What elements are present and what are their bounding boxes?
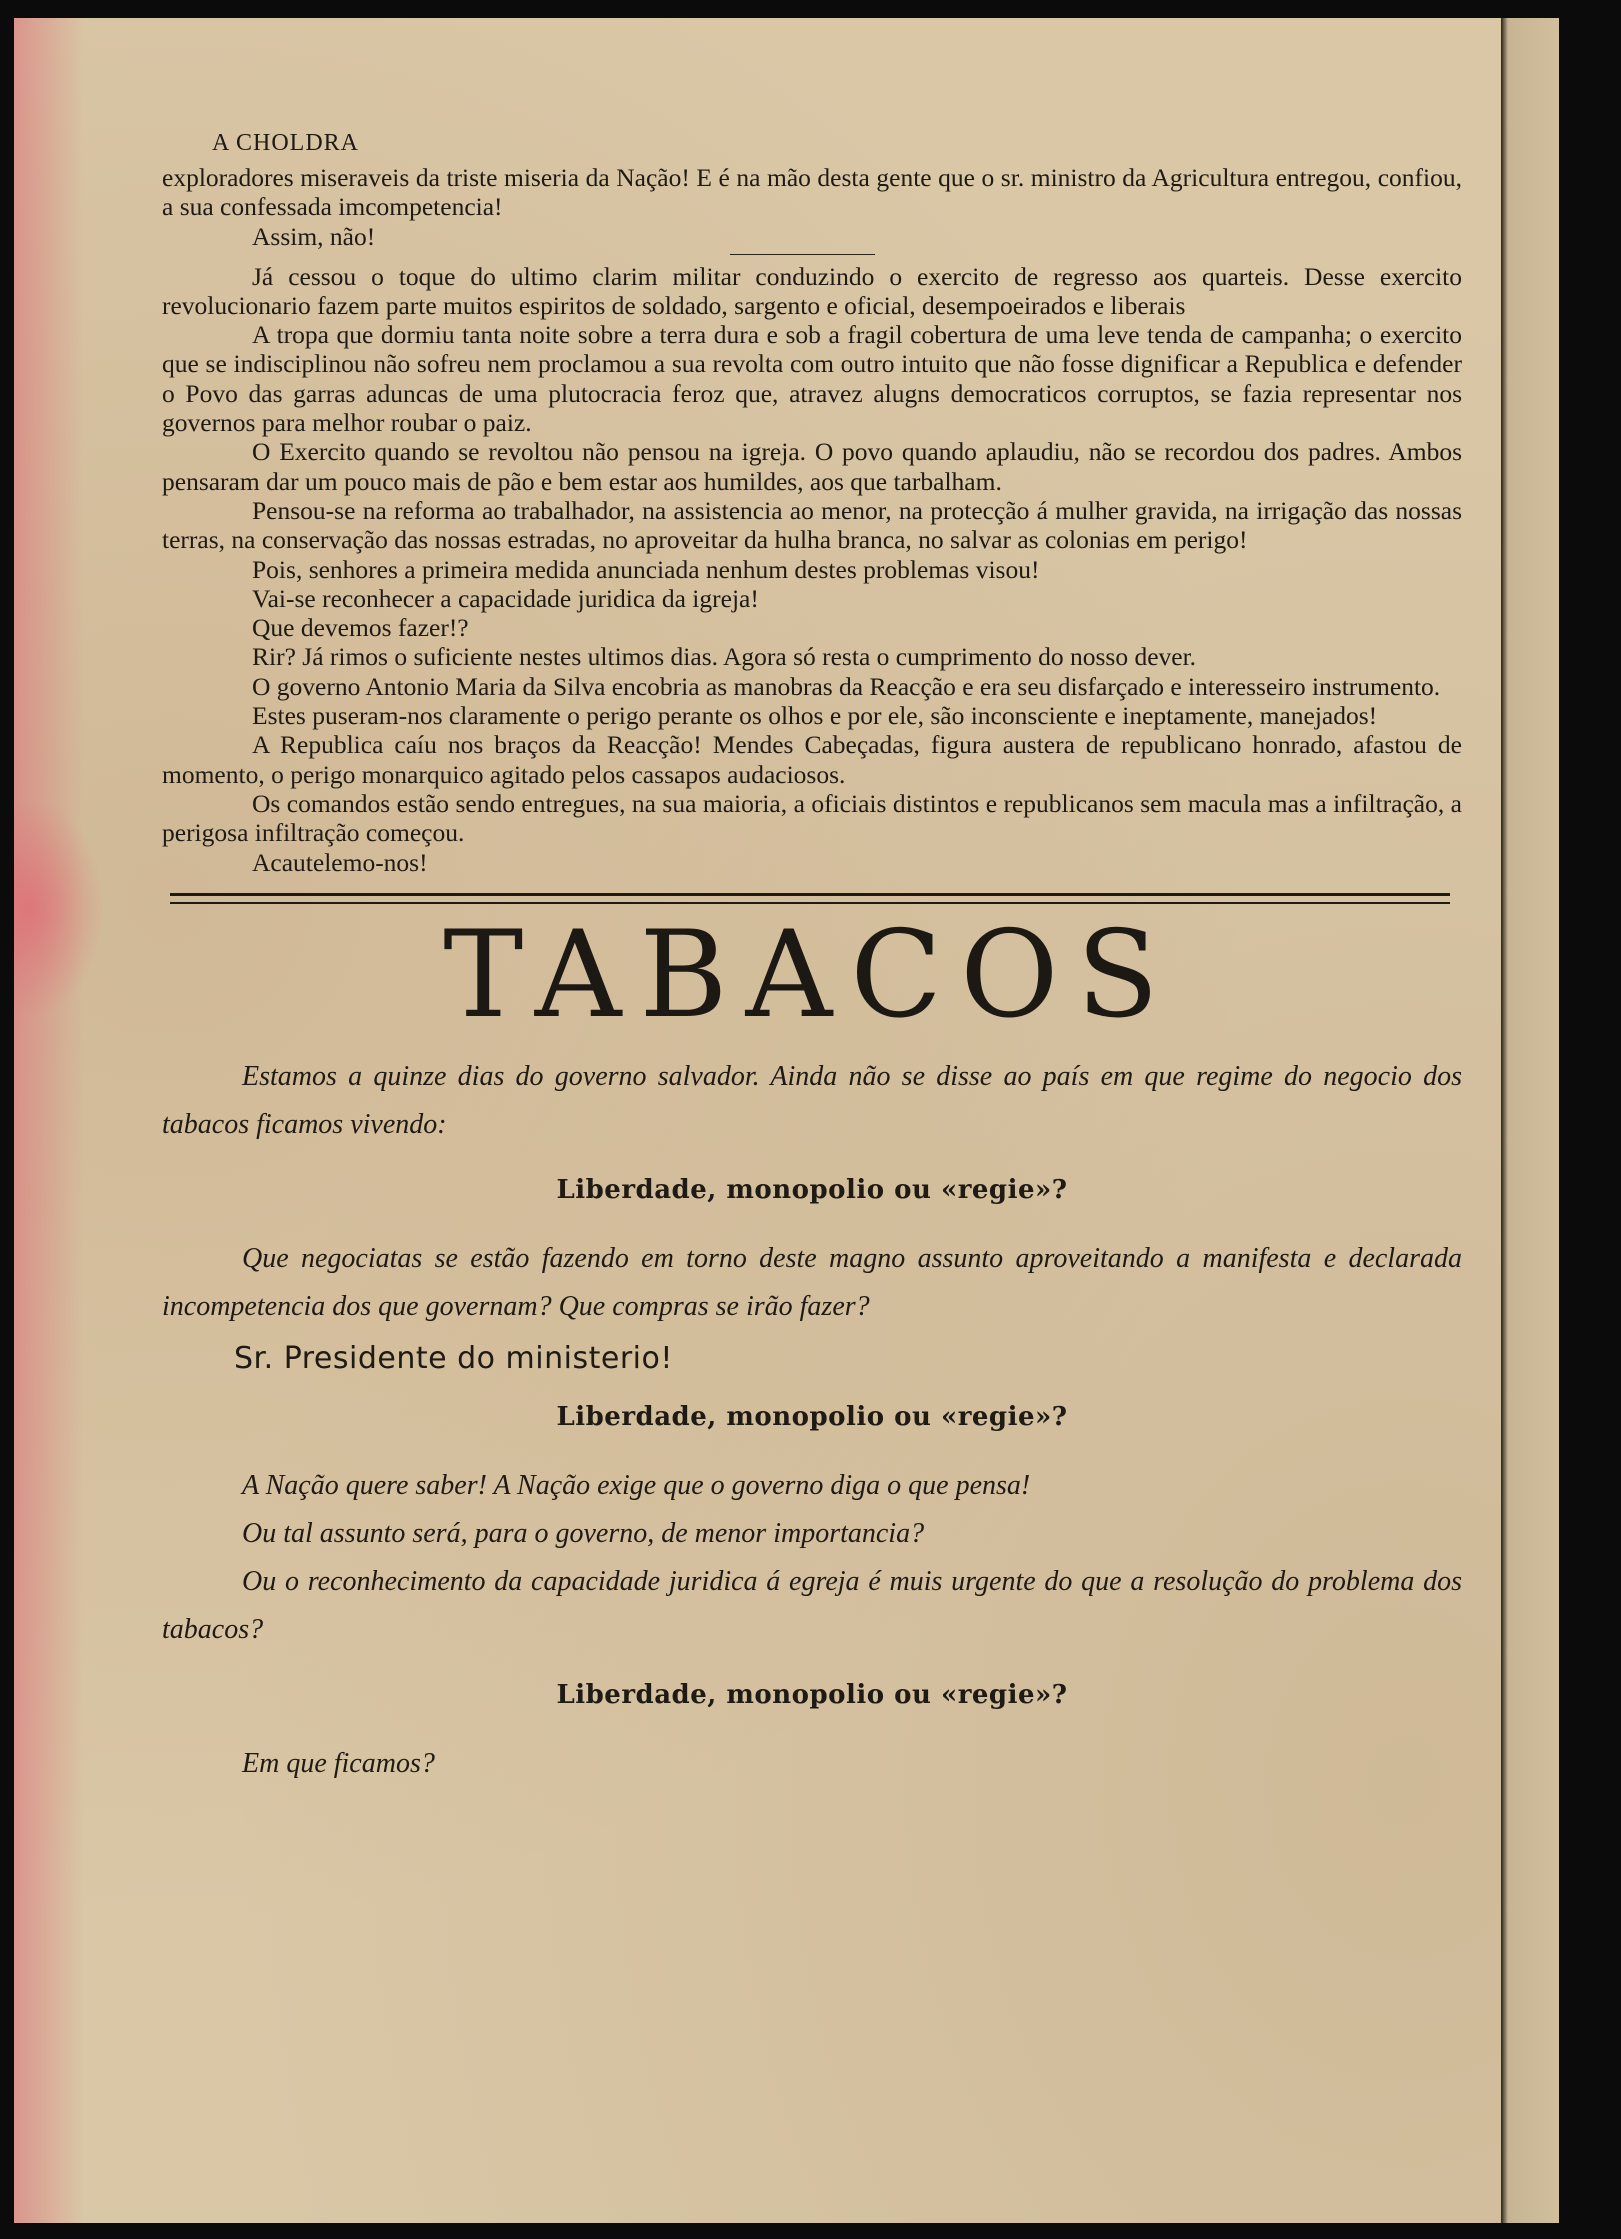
stain-blot	[14, 798, 104, 1018]
paragraph: Pensou-se na reforma ao trabalhador, na assistencia ao menor, na protecção á mulher gravida, na irrigação das nossas terras, na conservação das nossas estradas, no aproveitar da hulha branca, no salvar as colonias em perigo!	[162, 495, 1462, 555]
article-body	[162, 130, 1462, 1788]
section-title: TABACOS	[443, 905, 1177, 1045]
paragraph: A Republica caíu nos braços da Reacção! Mendes Cabeçadas, figura austera de republicano honrado, afastou de momento, o perigo monarquico agitado pelos cassapos audaciosos.	[162, 730, 1462, 789]
tabacos-paragraph: Que negociatas se estão fazendo em torno deste magno assunto aproveitando a manifesta e declarada incompetencia dos que governam? Que compras se irão fazer?	[162, 1242, 1462, 1322]
stain	[14, 18, 84, 2223]
paragraph: Já cessou o toque do ultimo clarim militar conduzindo o exercito de regresso aos quarteis. Desse exercito revolucionario fazem parte muitos espiritos de soldado, sargento e oficial, desempoeirados e liberais	[162, 261, 1462, 320]
double-rule	[170, 893, 1450, 904]
question-heading: Liberdade, monopolio ou «regie»?	[556, 1174, 1068, 1205]
section-divider	[730, 254, 875, 255]
page-header: A CHOLDRA	[212, 130, 360, 156]
tabacos-paragraph: Ou tal assunto será, para o governo, de menor importancia?	[242, 1517, 925, 1549]
paragraph: Acautelemo-nos!	[252, 847, 428, 877]
paragraph: Rir? Já rimos o suficiente nestes ultimos dias. Agora só resta o cumprimento do nosso dever.	[252, 642, 1197, 672]
paragraph: Vai-se reconhecer a capacidade juridica da igreja!	[252, 583, 759, 613]
assim-text: Assim, não!	[252, 221, 376, 251]
question-heading: Liberdade, monopolio ou «regie»?	[556, 1679, 1068, 1710]
tabacos-paragraph: Em que ficamos?	[242, 1747, 435, 1779]
paragraph: Que devemos fazer!?	[252, 613, 469, 643]
presidente-line: Sr. Presidente do ministerio!	[234, 1340, 673, 1376]
page-edge	[1501, 18, 1559, 2223]
intro-paragraph: exploradores miseraveis da triste miseria da Nação! E é na mão desta gente que o sr. ministro da Agricultura entregou, confiou, a sua confessada imcompetencia!	[162, 163, 1462, 222]
question-heading: Liberdade, monopolio ou «regie»?	[556, 1401, 1068, 1432]
paragraph: A tropa que dormiu tanta noite sobre a terra dura e sob a fragil cobertura de uma leve tenda de campanha; o exercito que se indisciplinou não sofreu nem proclamou a sua revolta com outro intuito que não fosse dignificar a Republica e defender o Povo das garras aduncas de uma plutocracia feroz que, atravez alugns democraticos corruptos, se fazia representar nos governos para melhor roubar o paiz.	[162, 320, 1462, 438]
assim-row	[162, 222, 1462, 262]
tabacos-paragraph: Estamos a quinze dias do governo salvador. Ainda não se disse ao país em que regime do negocio dos tabacos ficamos vivendo:	[162, 1060, 1462, 1140]
paragraph: O Exercito quando se revoltou não pensou na igreja. O povo quando aplaudiu, não se recordou dos padres. Ambos pensaram dar um pouco mais de pão e bem estar aos humildes, aos que tarbalham.	[162, 437, 1462, 496]
tabacos-paragraph: A Nação quere saber! A Nação exige que o governo diga o que pensa!	[242, 1469, 1031, 1501]
paragraph: Os comandos estão sendo entregues, na sua maioria, a oficiais distintos e republicanos sem macula mas a infiltração, a perigosa infiltração começou.	[162, 788, 1462, 848]
paragraph: Estes puseram-nos claramente o perigo perante os olhos e por ele, são inconsciente e ineptamente, manejados!	[252, 701, 1378, 731]
paragraph: Pois, senhores a primeira medida anunciada nenhum destes problemas visou!	[252, 554, 1040, 584]
paragraph: O governo Antonio Maria da Silva encobria as manobras da Reacção e era seu disfarçado e interesseiro instrumento.	[252, 671, 1441, 701]
tabacos-paragraph: Ou o reconhecimento da capacidade juridica á egreja é muis urgente do que a resolução do problema dos tabacos?	[162, 1565, 1462, 1645]
